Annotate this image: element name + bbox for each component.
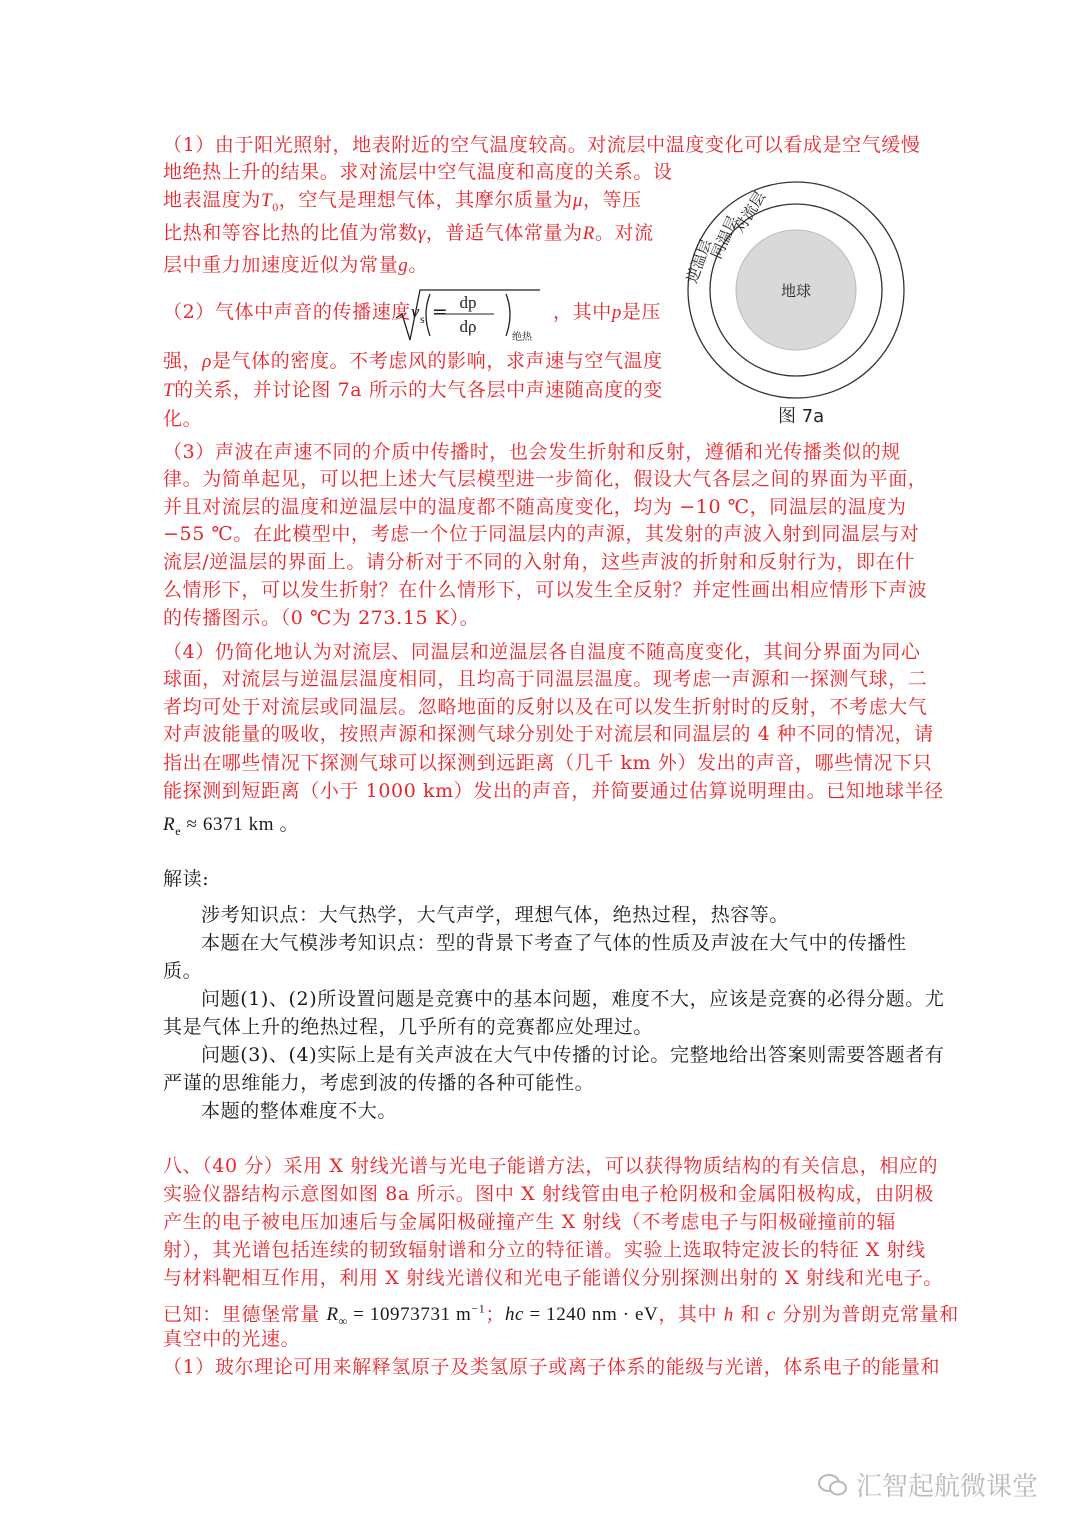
q8-known-constants: 已知：里德堡常量 $R_\infty = 10973731$ $m^{-1}$；hc = 1240 nm · eV，其中 h 和 c 分别为普朗克常量和: [163, 1302, 959, 1329]
analysis-line: 本题的整体难度不大。: [201, 1100, 398, 1122]
q7-p4-line: （4）仍简化地认为对流层、同温层和逆温层各自温度不随高度变化，其间分界面为同心: [163, 641, 921, 663]
earth-radius: $R_e \approx 6371$ km 。: [163, 814, 300, 838]
q7-p1-line2: 地绝热上升的结果。求对流层中空气温度和高度的关系。设: [163, 161, 673, 183]
formula-denominator: dρ: [459, 317, 477, 336]
analysis-line: 严谨的思维能力，考虑到波的传播的各种可能性。: [163, 1072, 595, 1094]
q7-p3-line: 并且对流层的温度和逆温层中的温度都不随高度变化，均为 −10 ℃，同温层的温度为: [163, 496, 907, 518]
watermark-text: 汇智起航微课堂: [856, 1472, 1039, 1502]
analysis-heading: 解读:: [163, 868, 210, 890]
analysis-line: 质。: [163, 960, 203, 982]
q8-line: 产生的电子被电压加速后与金属阳极碰撞产生 X 射线（不考虑电子与阳极碰撞前的辐: [163, 1211, 897, 1233]
analysis-line: 问题(3)、(4)实际上是有关声波在大气中传播的讨论。完整地给出答案则需要答题者有: [201, 1044, 945, 1066]
analysis-line: 问题(1)、(2)所设置问题是竞赛中的基本问题，难度不大，应该是竞赛的必得分题。尤: [201, 988, 945, 1010]
q7-p4-line: 球面，对流层与逆温层温度相同，且均高于同温层温度。现考虑一声源和一探测气球，二: [163, 668, 928, 690]
label-earth: 地球: [780, 282, 812, 300]
q7-p4-line: 者均可处于对流层或同温层。忽略地面的反射以及在可以发生折射时的反射，不考虑大气: [163, 696, 928, 718]
formula-numerator: dp: [459, 293, 477, 312]
q7-p2-line2: 强，ρ是气体的密度。不考虑风的影响，求声速与空气温度: [163, 350, 663, 372]
q7-p3-line: −55 ℃。在此模型中，考虑一个位于同温层内的声源，其发射的声波入射到同温层与对: [163, 523, 920, 545]
q8-line: 实验仪器结构示意图如图 8a 所示。图中 X 射线管由电子枪阴极和金属阳极构成，由阴极: [163, 1183, 934, 1205]
q8-line-last: 真空中的光速。: [163, 1328, 301, 1350]
label-inversion-layer: 逆温层: [682, 236, 716, 286]
q7-p1-line1: （1）由于阳光照射，地表附近的空气温度较高。对流层中温度变化可以看成是空气缓慢: [163, 134, 921, 156]
q8-sub1: （1）玻尔理论可用来解释氢原子及类氢原子或离子体系的能级与光谱，体系电子的能量和: [163, 1356, 941, 1378]
watermark: [818, 1466, 1038, 1503]
q7-p3-line: 的传播图示。（0 ℃为 273.15 K）。: [163, 607, 480, 629]
q7-p2-line3: T的关系，并讨论图 7a 所示的大气各层中声速随高度的变: [163, 379, 663, 401]
q8-line: 射），其光谱包括连续的韧致辐射谱和分立的特征谱。实验上选取特定波长的特征 X 射线: [163, 1239, 926, 1261]
q7-p1-line5: 层中重力加速度近似为常量g。: [163, 254, 428, 276]
q7-p3-line: 流层/逆温层的界面上。请分析对于不同的入射角，这些声波的折射和反射行为，即在什: [163, 551, 915, 573]
q7-p4-line: 对声波能量的吸收，按照声源和探测气球分别处于对流层和同温层的 4 种不同的情况，请: [163, 723, 934, 745]
analysis-line: 本题在大气模涉考知识点：型的背景下考查了气体的性质及声波在大气中的传播性: [201, 932, 907, 954]
chat-bubbles-icon: [818, 1472, 848, 1498]
q7-p4-line: 能探测到短距离（小于 1000 km）发出的声音，并简要通过估算说明理由。已知地球半径: [163, 780, 944, 802]
q7-p2-line1-left: （2）气体中声音的传播速度$v_s$ =: [163, 301, 449, 326]
analysis-line: 其是气体上升的绝热过程，几乎所有的竞赛都应处理过。: [163, 1016, 654, 1038]
q8-line: 八、（40 分）采用 X 射线光谱与光电子能谱方法，可以获得物质结构的有关信息，相应的: [163, 1155, 939, 1177]
q7-p1-line4: 比热和等容比热的比值为常数γ，普适气体常量为R。对流: [163, 222, 654, 244]
q7-p2-line4: 化。: [163, 408, 203, 430]
figure-7a-atmosphere-layers: [676, 180, 916, 420]
formula-subscript: 绝热: [512, 332, 532, 343]
q7-p1-line3: 地表温度为$T_0$，空气是理想气体，其摩尔质量为μ，等压: [163, 189, 642, 214]
q7-p4-line: 指出在哪些情况下探测气球可以探测到远距离（几千 km 外）发出的声音，哪些情况下只: [163, 752, 933, 774]
label-troposphere: 对流层: [730, 188, 770, 237]
figure-caption: 图 7a: [778, 406, 825, 427]
sound-speed-formula: [394, 284, 544, 344]
q7-p3-line: 么情形下，可以发生折射？在什么情形下，可以发生全反射？并定性画出相应情形下声波: [163, 579, 928, 601]
q8-line: 与材料靶相互作用，利用 X 射线光谱仪和光电子能谱仪分别探测出射的 X 射线和光电子。: [163, 1267, 944, 1289]
q7-p2-line1-right: ，其中p是压: [553, 301, 662, 323]
label-stratosphere: 同温层: [707, 213, 742, 262]
analysis-line: 涉考知识点：大气热学，大气声学，理想气体，绝热过程，热容等。: [201, 904, 790, 926]
q7-p3-line: 律。为简单起见，可以把上述大气层模型进一步简化，假设大气各层之间的界面为平面，: [163, 468, 928, 490]
q7-p3-line: （3）声波在声速不同的介质中传播时，也会发生折射和反射，遵循和光传播类似的规: [163, 441, 901, 463]
